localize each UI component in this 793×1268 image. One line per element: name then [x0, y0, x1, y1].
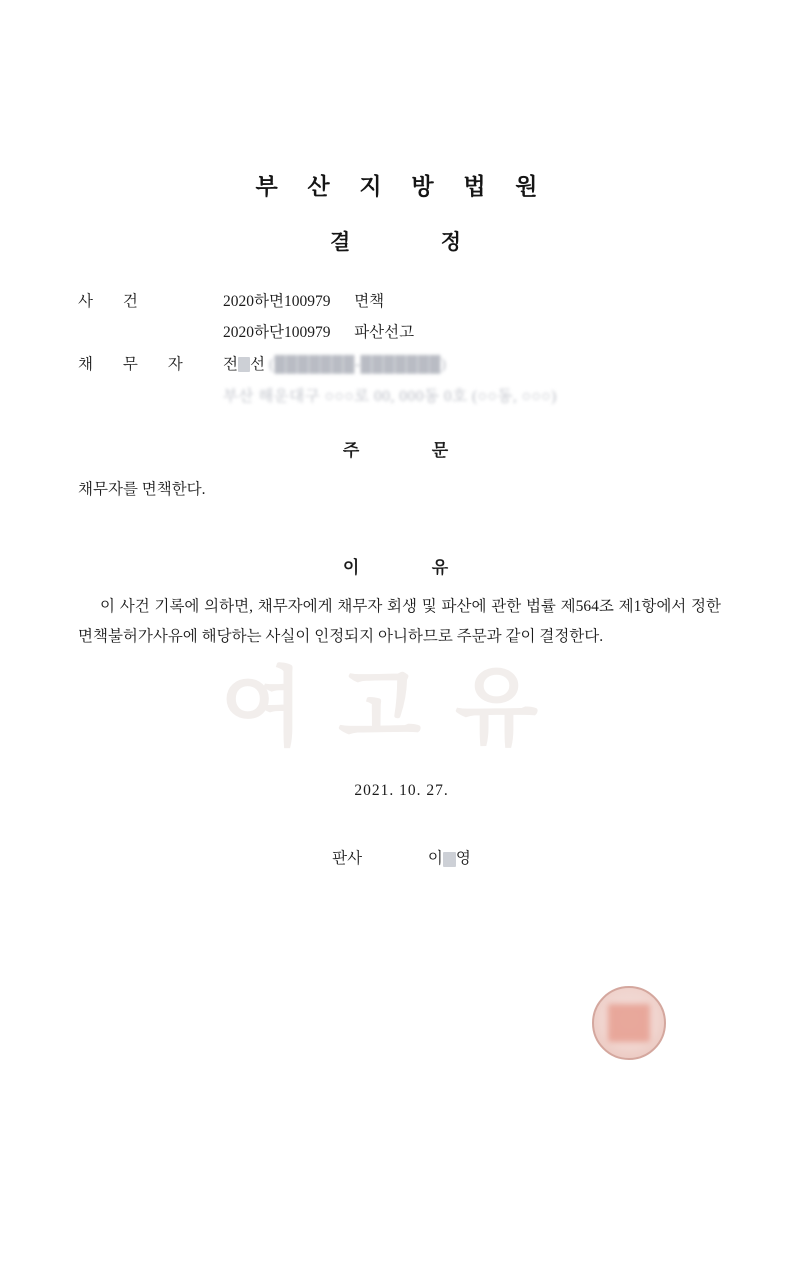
- reason-text: 이 사건 기록에 의하면, 채무자에게 채무자 회생 및 파산에 관한 법률 제564조 제1항에서 정한 면책불허가사유에 해당하는 사실이 인정되지 아니하므로 주문과 같이 결정한다.: [78, 597, 721, 646]
- debtor-label: 채 무 자: [78, 355, 196, 373]
- case-number-2: 2020하단100979: [223, 324, 331, 342]
- document-kind-right: 정: [440, 230, 464, 254]
- reason-heading: [0, 553, 793, 578]
- case-fields: [0, 290, 793, 406]
- case-row-1: [78, 290, 793, 313]
- order-heading: [0, 436, 793, 461]
- debtor-value: [223, 353, 793, 376]
- debtor-address-redacted: 부산 해운대구 ○○○로 00, 000동 0호 (○○동, ○○○): [223, 387, 557, 405]
- document-content: [0, 168, 793, 868]
- judge-name-part2: 영: [455, 850, 471, 868]
- order-heading-right: 문: [431, 440, 451, 460]
- document-page: [0, 168, 793, 1268]
- reason-heading-right: 유: [431, 557, 451, 577]
- case-type-1: 면책: [354, 293, 385, 310]
- judge-name-redaction: [443, 852, 456, 867]
- judge-name-part1: 이: [427, 850, 443, 868]
- judge-title: 판사: [332, 850, 363, 868]
- order-heading-left: 주: [342, 440, 362, 460]
- debtor-name-part2: 선: [249, 355, 265, 373]
- document-kind: [0, 226, 793, 256]
- court-title: 부 산 지 방 법 원: [255, 174, 550, 199]
- debtor-address-row: [78, 384, 793, 406]
- document-kind-left: 결: [329, 230, 353, 254]
- debtor-row: [78, 353, 793, 376]
- case-number-1: 2020하면100979: [223, 293, 331, 310]
- reason-heading-left: 이: [342, 557, 362, 577]
- debtor-name-redaction: [238, 357, 250, 372]
- case-row-2: [78, 321, 793, 344]
- debtor-id-redacted: (███████-███████): [268, 355, 447, 373]
- watermark-text: 여고유: [220, 660, 573, 756]
- judge-line: [0, 846, 793, 868]
- court-seal-icon: [592, 986, 666, 1060]
- order-text: 채무자를 면책한다.: [78, 480, 206, 498]
- case-type-2: 파산선고: [354, 324, 415, 342]
- case-label: 사 건: [78, 293, 151, 310]
- court-seal-inner: [608, 1004, 650, 1042]
- debtor-name-part1: 전: [223, 355, 238, 373]
- decision-date: 2021. 10. 27.: [354, 782, 449, 800]
- case-value-1: [223, 290, 793, 313]
- case-value-2: [223, 321, 793, 344]
